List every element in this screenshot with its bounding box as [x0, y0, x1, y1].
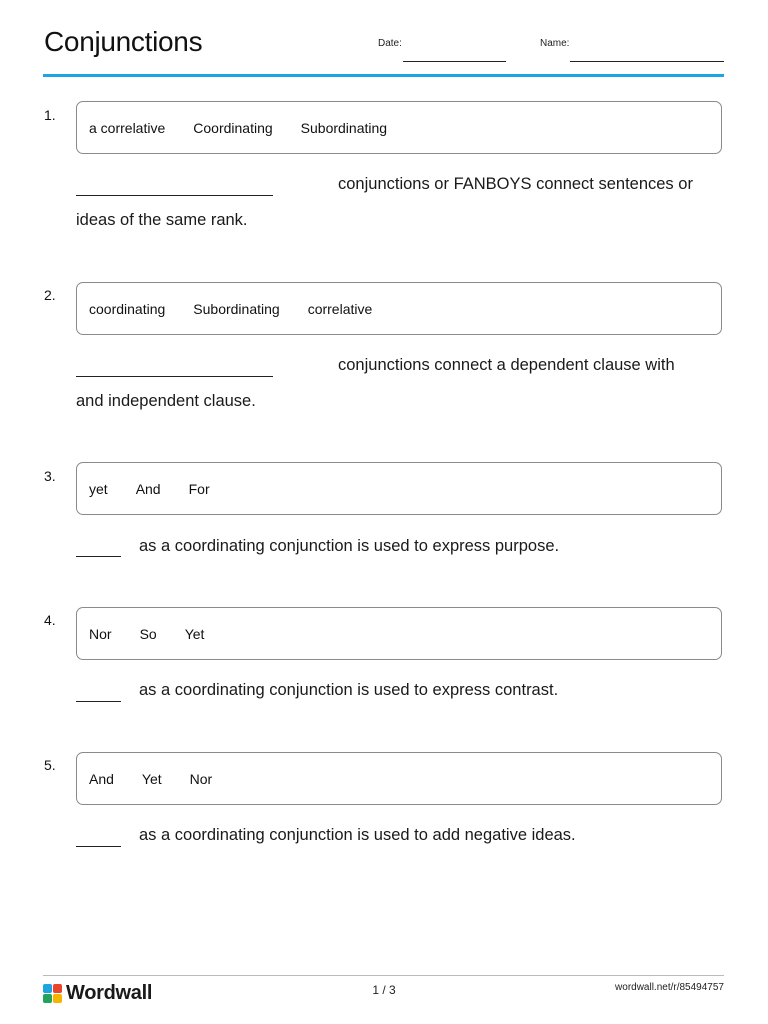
option-word[interactable]: Yet: [184, 625, 205, 642]
brand-name: Wordwall: [66, 982, 153, 1004]
page-title: Conjunctions: [44, 26, 203, 57]
page-number: 1 / 3: [372, 983, 396, 997]
options-box-5: [76, 752, 722, 805]
option-word[interactable]: And: [135, 480, 161, 497]
option-word[interactable]: Coordinating: [193, 119, 273, 136]
answer-blank-3[interactable]: [76, 556, 121, 557]
question-number-1: 1.: [44, 107, 56, 123]
option-word[interactable]: yet: [89, 480, 108, 497]
answer-blank-2[interactable]: [76, 376, 273, 377]
question-text-2a: conjunctions connect a dependent clause with: [338, 356, 675, 374]
question-text-2b: and independent clause.: [76, 392, 256, 410]
options-box-3: [76, 462, 722, 515]
option-word[interactable]: a correlative: [89, 119, 166, 136]
option-word[interactable]: So: [139, 625, 157, 642]
options-box-1: [76, 101, 722, 154]
question-text-4: as a coordinating conjunction is used to express contrast.: [139, 681, 559, 699]
name-label: Name:: [540, 38, 570, 49]
option-word[interactable]: And: [89, 770, 114, 787]
question-number-5: 5.: [44, 757, 56, 773]
date-field[interactable]: [403, 61, 506, 62]
footer-divider: [43, 975, 724, 976]
answer-blank-4[interactable]: [76, 701, 121, 702]
question-text-3: as a coordinating conjunction is used to express purpose.: [139, 537, 560, 555]
option-word[interactable]: coordinating: [89, 300, 166, 317]
question-text-1b: ideas of the same rank.: [76, 211, 248, 229]
header-divider: [43, 74, 724, 77]
answer-blank-5[interactable]: [76, 846, 121, 847]
question-text-1a: conjunctions or FANBOYS connect sentences or: [338, 175, 693, 193]
date-label: Date:: [378, 38, 402, 49]
answer-blank-1[interactable]: [76, 195, 273, 196]
name-field[interactable]: [570, 61, 724, 62]
option-word[interactable]: Subordinating: [300, 119, 388, 136]
question-number-2: 2.: [44, 287, 56, 303]
options-box-2: [76, 282, 722, 335]
question-text-5: as a coordinating conjunction is used to add negative ideas.: [139, 826, 576, 844]
question-number-4: 4.: [44, 612, 56, 628]
option-word[interactable]: correlative: [307, 300, 373, 317]
option-word[interactable]: Nor: [189, 770, 213, 787]
option-word[interactable]: Subordinating: [193, 300, 280, 317]
options-box-4: [76, 607, 722, 660]
option-word[interactable]: Nor: [89, 625, 112, 642]
question-number-3: 3.: [44, 468, 56, 484]
option-word[interactable]: Yet: [141, 770, 162, 787]
option-word[interactable]: For: [188, 480, 210, 497]
source-url[interactable]: wordwall.net/r/85494757: [615, 982, 724, 993]
